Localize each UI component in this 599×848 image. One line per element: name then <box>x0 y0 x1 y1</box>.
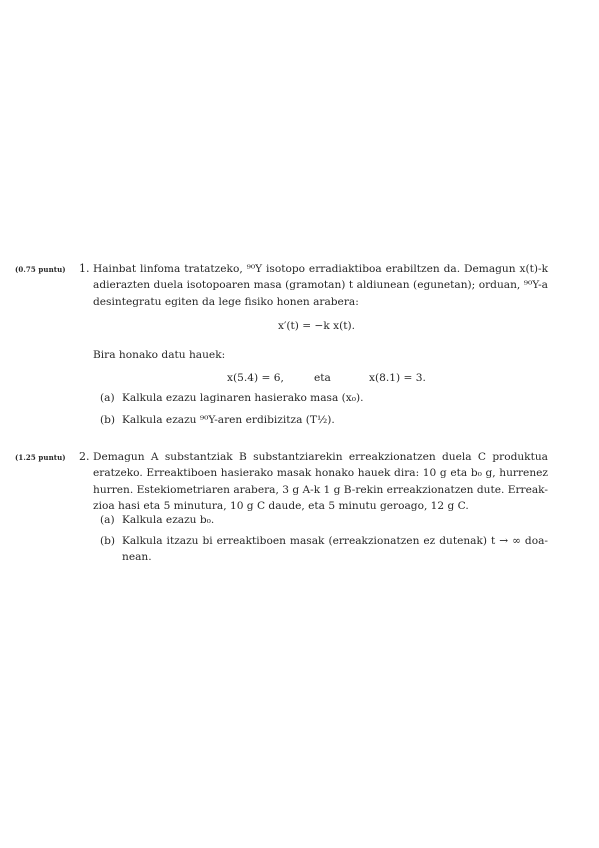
statement-line: Demagun A substantziak B substantziarekin erreakzionatzen duela C produktua <box>93 451 548 463</box>
statement-line: hurren. Estekiometriaren arabera, 3 g A-k 1 g B-rekin erreakzionatzen dute. Erreak- <box>93 483 548 496</box>
subquestion-text: Kalkula ezazu laginaren hasierako masa (x₀). <box>122 392 364 404</box>
subquestion-label: (a) <box>100 514 115 526</box>
points-label: (0.75 puntu) <box>15 265 66 274</box>
statement-line: zioa hasi eta 5 minutura, 10 g C daude, eta 5 minutu geroago, 12 g C. <box>93 500 469 513</box>
subquestion-a <box>100 392 364 404</box>
subquestion-text: Kalkula ezazu b₀. <box>122 514 215 526</box>
subquestion-label: (a) <box>100 392 115 404</box>
problem-statement <box>93 449 548 515</box>
problem-statement <box>93 261 548 310</box>
statement-line: Hainbat linfoma tratatzeko, ⁹⁰Y isotopo erradiaktiboa erabiltzen da. Demagun x(t)-k <box>93 263 548 275</box>
points-label: (1.25 puntu) <box>15 453 66 462</box>
subquestion-a <box>100 514 214 526</box>
statement-line: adierazten duela isotopoaren masa (gramotan) t aldiunean (egunetan); orduan, ⁹⁰Y-a <box>93 279 548 292</box>
subquestion-text: Kalkula ezazu ⁹⁰Y-aren erdibizitza (T½). <box>122 414 335 426</box>
subquestion-b <box>100 414 335 426</box>
subquestion-b <box>100 535 122 547</box>
subquestion-line: nean. <box>122 551 152 564</box>
problem-number: 2. <box>79 450 90 463</box>
data-connector: eta <box>314 372 331 384</box>
subquestion-label: (b) <box>100 414 116 426</box>
problem-number: 1. <box>79 262 90 275</box>
differential-equation: x′(t) = −k x(t). <box>278 320 356 332</box>
subquestion-b-text <box>122 533 548 566</box>
subquestion-label: (b) <box>100 535 116 547</box>
statement-line: eratzeko. Erreaktiboen hasierako masak honako hauek dira: 10 g eta b₀ g, hurrenez <box>93 467 548 480</box>
data-value-right: x(8.1) = 3. <box>369 372 426 384</box>
data-value-left: x(5.4) = 6, <box>227 372 284 384</box>
statement-line: desintegratu egiten da lege fisiko honen arabera: <box>93 295 359 308</box>
data-intro: Bira honako datu hauek: <box>93 349 226 361</box>
subquestion-line: Kalkula itzazu bi erreaktiboen masak (erreakzionatzen ez dutenak) t → ∞ doa- <box>122 535 548 547</box>
